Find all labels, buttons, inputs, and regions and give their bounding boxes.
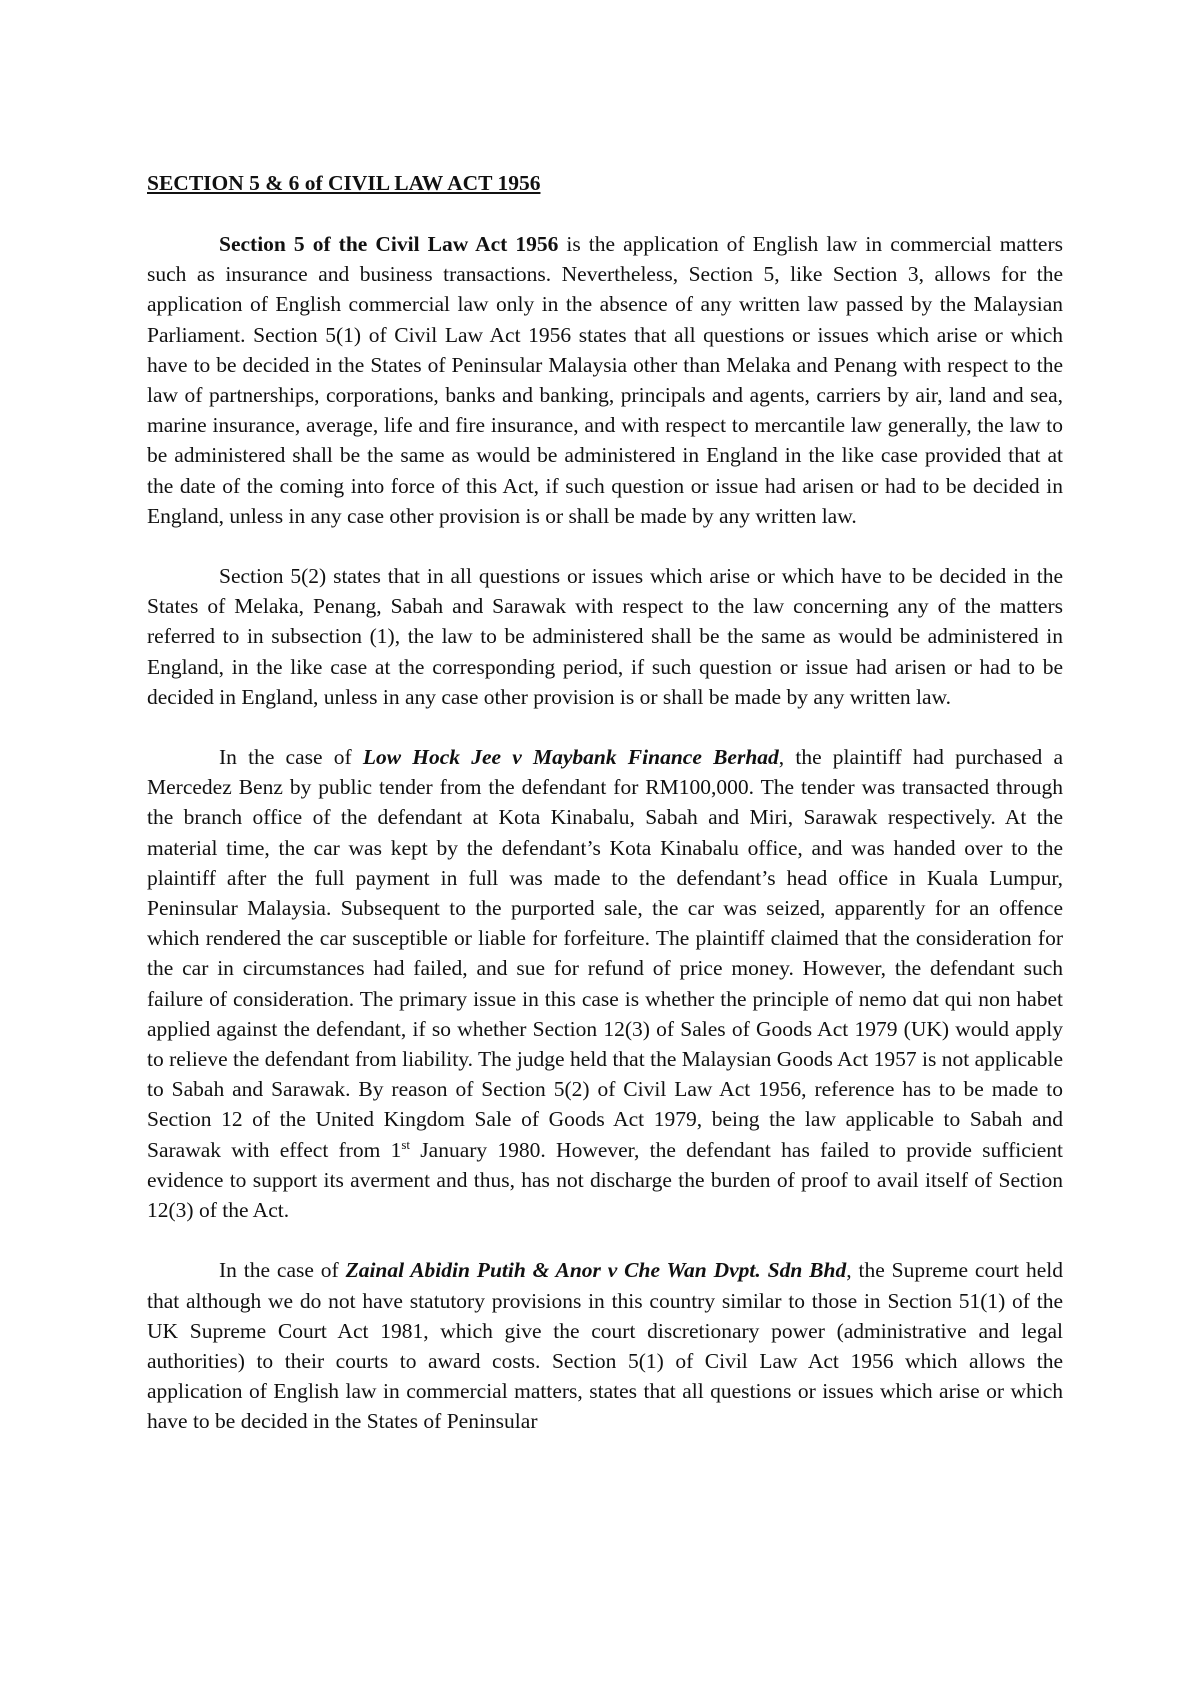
- page-title: SECTION 5 & 6 of CIVIL LAW ACT 1956: [147, 171, 541, 195]
- case-intro: In the case of: [219, 745, 363, 770]
- paragraph-text-continued: January 1980. However, the defendant has failed to provide sufficient evidence to support its averment and thus, has not discharge the burden of proof to avail itself of Section 12(3) of the Act.: [147, 1137, 1063, 1223]
- paragraph-section-5-2: [147, 561, 1063, 712]
- paragraph-case-zainal-abidin: [147, 1255, 1063, 1436]
- paragraph-text: Section 5(2) states that in all questions or issues which arise or which have to be decided in the States of Melaka, Penang, Sabah and Sarawak with respect to the law concerning any of the matters referred to in subsection (1), the law to be administered shall be the same as would be administered in England, in the like case at the corresponding period, if such question or issue had arisen or had to be decided in England, unless in any case other provision is or shall be made by any written law.: [147, 564, 1063, 709]
- ordinal-superscript: st: [401, 1136, 411, 1152]
- document-body: [147, 168, 1063, 1467]
- paragraph-text: , the plaintiff had purchased a Mercedez Benz by public tender from the defendant for RM100,000. The tender was transacted through the branch office of the defendant at Kota Kinabalu, Sabah and Miri, Sarawak respectively. At the material time, the car was kept by the defendant’s Kota Kinabalu office, and was handed over to the plaintiff after the full payment in full was made to the defendant’s head office in Kuala Lumpur, Peninsular Malaysia. Subsequent to the purported sale, the car was seized, apparently for an offence which rendered the car susceptible or liable for forfeiture. The plaintiff claimed that the consideration for the car in circumstances had failed, and sue for refund of price money. However, the defendant such failure of consideration. The primary issue in this case is whether the principle of nemo dat qui non habet applied against the defendant, if so whether Section 12(3) of Sales of Goods Act 1979 (UK) would apply to relieve the defendant from liability. The judge held that the Malaysian Goods Act 1957 is not applicable to Sabah and Sarawak. By reason of Section 5(2) of Civil Law Act 1956, reference has to be made to Section 12 of the United Kingdom Sale of Goods Act 1979, being the law applicable to Sabah and Sarawak with effect from 1: [147, 745, 1063, 1162]
- section-5-heading-phrase: Section 5 of the Civil Law Act 1956: [219, 232, 559, 256]
- case-name: Zainal Abidin Putih & Anor v Che Wan Dvpt. Sdn Bhd: [345, 1258, 847, 1283]
- paragraph-text: , the Supreme court held that although we do not have statutory provisions in this country similar to those in Section 51(1) of the UK Supreme Court Act 1981, which give the court discretionary power (administrative and legal authorities) to their courts to award costs. Section 5(1) of Civil Law Act 1956 which allows the application of English law in commercial matters, states that all questions or issues which arise or which have to be decided in the States of Peninsular: [147, 1258, 1063, 1434]
- case-intro: In the case of: [219, 1258, 346, 1283]
- case-name: Low Hock Jee v Maybank Finance Berhad: [362, 745, 779, 770]
- paragraph-text: is the application of English law in commercial matters such as insurance and business transactions. Nevertheless, Section 5, like Section 3, allows for the application of English commercial law only in the absence of any written law passed by the Malaysian Parliament. Section 5(1) of Civil Law Act 1956 states that all questions or issues which arise or which have to be decided in the States of Peninsular Malaysia other than Melaka and Penang with respect to the law of partnerships, corporations, banks and banking, principals and agents, carriers by air, land and sea, marine insurance, average, life and fire insurance, and with respect to mercantile law generally, the law to be administered shall be the same as would be administered in England in the like case provided that at the date of the coming into force of this Act, if such question or issue had arisen or had to be decided in England, unless in any case other provision is or shall be made by any written law.: [147, 232, 1063, 528]
- paragraph-case-low-hock-jee: [147, 742, 1063, 1225]
- paragraph-section-5: [147, 229, 1063, 531]
